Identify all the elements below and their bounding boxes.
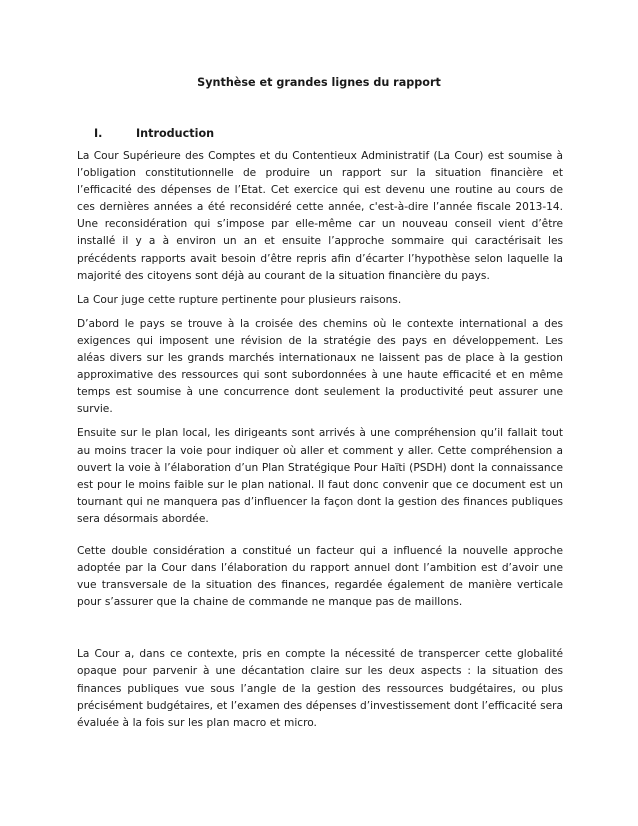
document-body — [77, 148, 563, 732]
paragraph-6: La Cour a, dans ce contexte, pris en compte la nécessité de transpercer cette globalité opaque pour parvenir à une décantation claire sur les deux aspects : la situation des finances publiques vue sous l’angle de la gestion des ressources budgétaires, ou plus précisément budgétaires, et l’examen des dépenses d’investissement dont l’efficacité sera évaluée à la fois sur les plan macro et micro. — [77, 648, 563, 729]
paragraph-1: La Cour Supérieure des Comptes et du Contentieux Administratif (La Cour) est soumise à l’obligation constitutionnelle de produire un rapport sur la situation financière et l’efficacité des dépenses de l’Etat. Cet exercice qui est devenu une routine au cours de ces dernières années a été reconsidéré cette année, c'est-à-dire l’année fiscale 2013-14. Une reconsidération qui s’impose par elle-même car un nouveau conseil vient d’être installé il y a à environ un an et ensuite l’approche sommaire qui caractérisait les précédents rapports avait besoin d’être repris afin d’écarter l’hypothèse selon laquelle la majorité des citoyens sont déjà au courant de la situation financière du pays. — [77, 150, 563, 282]
paragraph-4: Ensuite sur le plan local, les dirigeants sont arrivés à une compréhension qu’il fallait tout au moins tracer la voie pour indiquer où aller et comment y aller. Cette compréhension a ouvert la voie à l’élaboration d’un Plan Stratégique Pour Haïti (PSDH) dont la connaissance est pour le moins faible sur le plan national. Il faut donc convenir que ce document est un tournant qui ne manquera pas d’influencer la façon dont la gestion des finances publiques sera désormais abordée. — [77, 427, 563, 525]
section-heading — [94, 127, 214, 141]
paragraph-5: Cette double considération a constitué un facteur qui a influencé la nouvelle approche adoptée par la Cour dans l’élaboration du rapport annuel dont l’ambition est d’avoir une vue transversale de la situation des finances, regardée également de manière verticale pour s’assurer que la chaine de commande ne manque pas de maillons. — [77, 544, 563, 609]
document-title: Synthèse et grandes lignes du rapport — [197, 76, 441, 89]
paragraph-2: La Cour juge cette rupture pertinente pour plusieurs raisons. — [77, 293, 402, 306]
section-number: I. — [94, 127, 103, 140]
paragraph-3: D’abord le pays se trouve à la croisée des chemins où le contexte international a des exigences qui imposent une révision de la stratégie des pays en développement. Les aléas divers sur les grands marchés internationaux ne laissent pas de place à la gestion approximative des ressources qui sont subordonnées à une haute efficacité et en même temps est soumise à une concurrence dont seulement la productivité peut assurer une survie. — [77, 317, 563, 416]
section-title: Introduction — [136, 127, 215, 140]
